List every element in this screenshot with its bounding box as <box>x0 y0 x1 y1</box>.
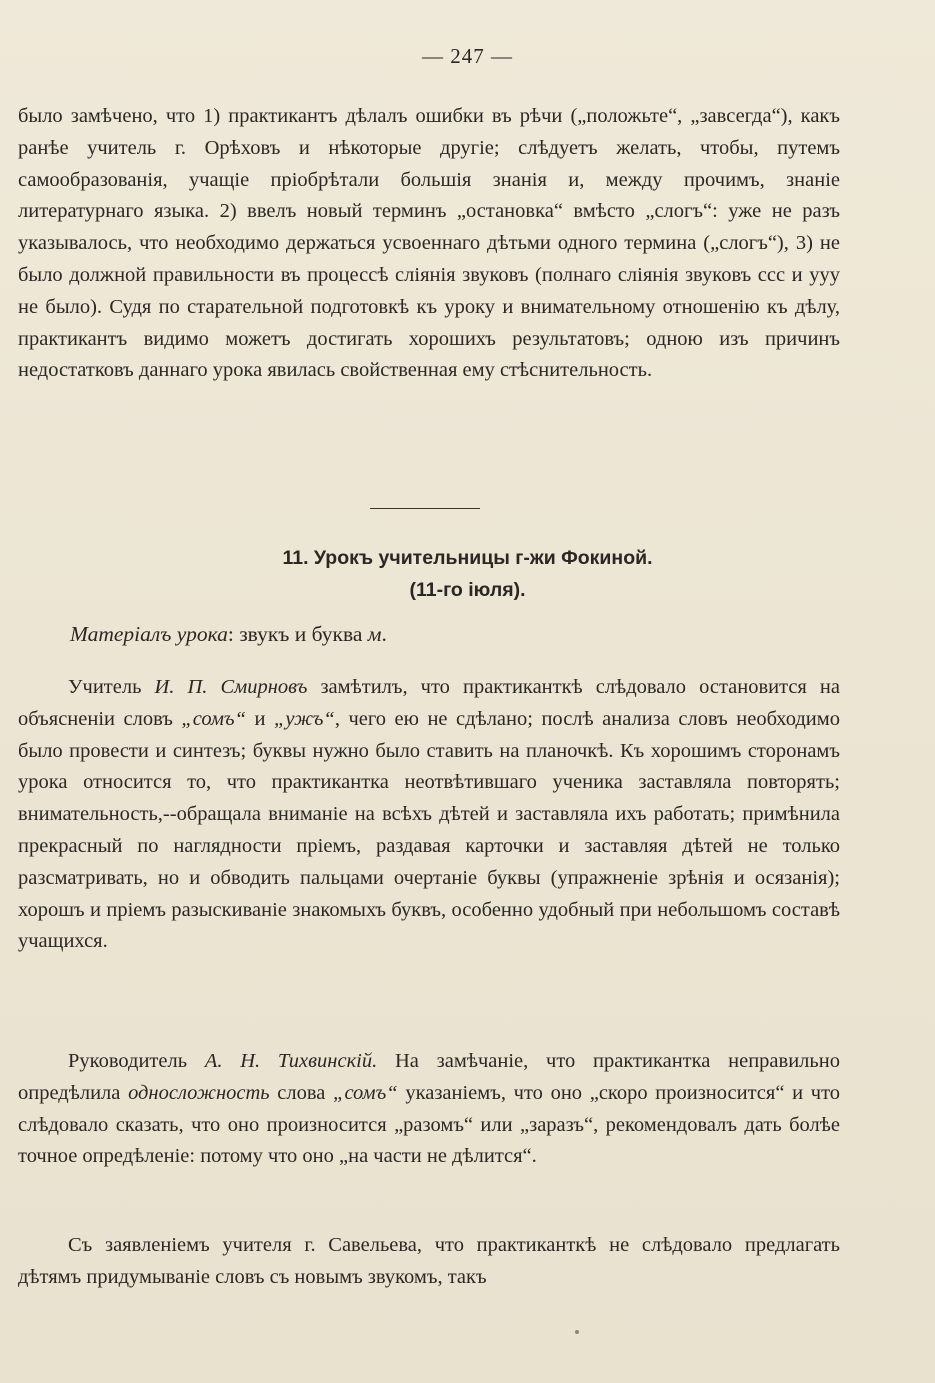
para3-text-b: слова <box>269 1081 334 1104</box>
para3-text-c: указаніемъ, что оно „скоро произносится“ и что слѣдовало сказать, что оно произносится „разомъ“ или „заразъ“, рекомендовалъ дать болѣе точное опредѣленіе: потому что оно „на части не дѣлится“. <box>18 1081 841 1168</box>
para3-start: Руководитель <box>68 1050 205 1072</box>
para2-text-c: , чего ею не сдѣлано; послѣ анализа словъ необходимо было провести и синтезъ; буквы нужно было ставить на планочкѣ. Къ хорошимъ сторонамъ урока относится то, что практикантка неотвѣтившаго ученика заставляла повторять; внимательность,--обращала вниманіе на всѣхъ дѣтей и заставляла ихъ работать; примѣнила прекрасный по наглядности пріемъ, раздавая карточки и заставляя дѣтей не только разсматривать, но и обводить пальцами очертаніе буквы (упражненіе зрѣнія и осязанія); хорошъ и пріемъ разыскиваніе знакомыхъ буквъ, особенно удобный при небольшомъ составѣ учащихся. <box>18 707 840 953</box>
supervisor-name: А. Н. Тихвинскій. <box>204 1050 378 1072</box>
paragraph-3 <box>18 1046 840 1173</box>
para2-start: Учитель <box>68 676 155 698</box>
material-letter: м <box>367 622 382 646</box>
para2-text-b: и <box>245 707 274 730</box>
paragraph-1: было замѣчено, что 1) практикантъ дѣлалъ ошибки въ рѣчи („положьте“, „завсегда“), какъ ранѣе учитель г. Орѣховъ и нѣкоторые другіе; слѣдуетъ желать, чтобы, путемъ самообразованія, учащіе пріобрѣтали большія знанія и, между прочимъ, знаніе литературнаго языка. 2) ввелъ новый терминъ „остановка“ вмѣсто „слогъ“: уже не разъ указывалось, что необходимо держаться усвоеннаго дѣтьми одного термина („слогъ“), 3) не было должной правильности въ процессѣ сліянія звуковъ (полнаго сліянія звуковъ ссс и ууу не было). Судя по старательной подготовкѣ къ уроку и внимательному отношенію къ дѣлу, практикантъ видимо можетъ достигать хорошихъ результатовъ; одною изъ причинъ недостатковъ даннаго урока явилась свойственная ему стѣснительность. <box>18 105 840 382</box>
lesson-material <box>70 618 387 650</box>
paragraph-2 <box>18 672 840 958</box>
section-date: (11-го іюля). <box>409 579 526 601</box>
para3-text-a: На замѣчаніе, что практикантка неправильно опредѣлила <box>18 1050 840 1104</box>
material-end: . <box>381 622 387 646</box>
material-text: : звукъ и буква <box>227 622 368 646</box>
word-uzh: „ужъ“ <box>273 707 335 730</box>
word-som-2: „сомъ“ <box>333 1081 398 1104</box>
para2-text-a: замѣтилъ, что практиканткѣ слѣдовало остановится на объясненіи словъ <box>18 676 840 730</box>
teacher-name: И. П. Смирновъ <box>154 676 308 698</box>
paper-speck <box>575 1330 579 1334</box>
section-heading: 11. Урокъ учительницы г-жи Фокиной. <box>282 547 653 569</box>
term-monosyllabic: односложность <box>128 1081 270 1104</box>
material-label: Матеріалъ урока <box>70 622 228 646</box>
page-number: — 247 — <box>422 44 513 68</box>
paragraph-4: Съ заявленіемъ учителя г. Савельева, что практиканткѣ не слѣдовало предлагать дѣтямъ придумываніе словъ съ новымъ звукомъ, такъ <box>18 1234 840 1288</box>
section-divider <box>370 508 480 509</box>
word-som: „сомъ“ <box>181 707 246 730</box>
